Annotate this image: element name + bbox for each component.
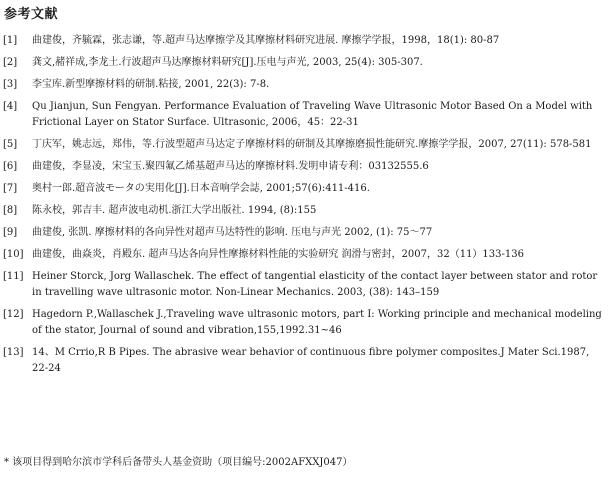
reference-text: Hagedorn P.,Wallaschek J.,Traveling wave ultrasonic motors, part I: Working principle and mechanical modeling of the stator, Journal of sound and vibration,155,1992.31~46 bbox=[32, 309, 602, 336]
reference-text: 李宝库.新型摩擦材料的研制.粘接, 2001, 22(3): 7-8. bbox=[32, 79, 270, 90]
reference-number: [3] bbox=[3, 79, 18, 90]
reference-number: [2] bbox=[3, 57, 18, 68]
reference-item bbox=[0, 33, 612, 49]
reference-item bbox=[0, 77, 612, 93]
reference-item bbox=[0, 247, 612, 263]
reference-number: [4] bbox=[3, 101, 18, 112]
reference-item bbox=[0, 269, 612, 301]
reference-number: [7] bbox=[3, 183, 18, 194]
reference-number: [10] bbox=[3, 249, 24, 260]
reference-item bbox=[0, 137, 612, 153]
reference-text: 14、M Crrio,R B Pipes. The abrasive wear behavior of continuous fibre polymer composites.J Mater Sci.1987, 22-24 bbox=[32, 347, 590, 374]
reference-number: [12] bbox=[3, 309, 24, 320]
reference-item bbox=[0, 345, 612, 377]
reference-item bbox=[0, 307, 612, 339]
reference-item bbox=[0, 203, 612, 219]
reference-text: Heiner Storck, Jorg Wallaschek. The effect of tangential elasticity of the contact layer between stator and rotor in travelling wave ultrasonic motor. Non-Linear Mechanics. 2003, (38): 143–159 bbox=[32, 271, 598, 298]
reference-text: 奥村一郎.超音波モータの実用化[J].日本音响学会誌, 2001;57(6):411-416. bbox=[32, 183, 370, 194]
reference-text: 陈永校，郭吉丰. 超声波电动机.浙江大学出版社. 1994, (8):155 bbox=[32, 205, 317, 216]
reference-number: [8] bbox=[3, 205, 18, 216]
reference-text: 丁庆军，姚志远，郑伟，等.行波型超声马达定子摩擦材料的研制及其摩擦磨损性能研究.摩擦学学报，2007, 27(11): 578-581 bbox=[32, 139, 592, 150]
reference-item bbox=[0, 159, 612, 175]
reference-number: [5] bbox=[3, 139, 18, 150]
reference-number: [13] bbox=[3, 347, 24, 358]
reference-item bbox=[0, 99, 612, 131]
references-heading: 参考文献 bbox=[4, 7, 59, 22]
reference-text: 曲建俊, 张凯. 摩擦材料的各向异性对超声马达特性的影响. 压电与声光 2002, (1): 75～77 bbox=[32, 227, 433, 238]
reference-number: [11] bbox=[3, 271, 24, 282]
reference-number: [1] bbox=[3, 35, 18, 46]
reference-list bbox=[0, 33, 612, 380]
reference-text: 曲建俊，曲焱炎，肖殿东. 超声马达各向异性摩擦材料性能的实验研究 润滑与密封，2007，32（11）133-136 bbox=[32, 249, 524, 260]
reference-number: [9] bbox=[3, 227, 18, 238]
reference-text: 龚文,赭祥成,李龙土.行波超声马达摩擦材料研究[J].压电与声光, 2003, 25(4): 305-307. bbox=[32, 57, 423, 68]
reference-item bbox=[0, 55, 612, 71]
reference-text: 曲建俊，李显凌，宋宝玉.聚四氟乙烯基超声马达的摩擦材料.发明申请专利：03132555.6 bbox=[32, 161, 429, 172]
reference-item bbox=[0, 181, 612, 197]
reference-text: Qu Jianjun, Sun Fengyan. Performance Evaluation of Traveling Wave Ultrasonic Motor Based On a Model with Frictional Layer on Stator Surface. Ultrasonic, 2006，45：22-31 bbox=[32, 101, 593, 128]
funding-footnote: * 该项目得到哈尔滨市学科后备带头人基金资助（项目编号:2002AFXXJ047） bbox=[4, 457, 353, 468]
reference-item bbox=[0, 225, 612, 241]
reference-number: [6] bbox=[3, 161, 18, 172]
reference-text: 曲建俊，齐毓霖，张志谦，等.超声马达摩擦学及其摩擦材料研究进展. 摩擦学学报，1998，18(1): 80-87 bbox=[32, 35, 500, 46]
